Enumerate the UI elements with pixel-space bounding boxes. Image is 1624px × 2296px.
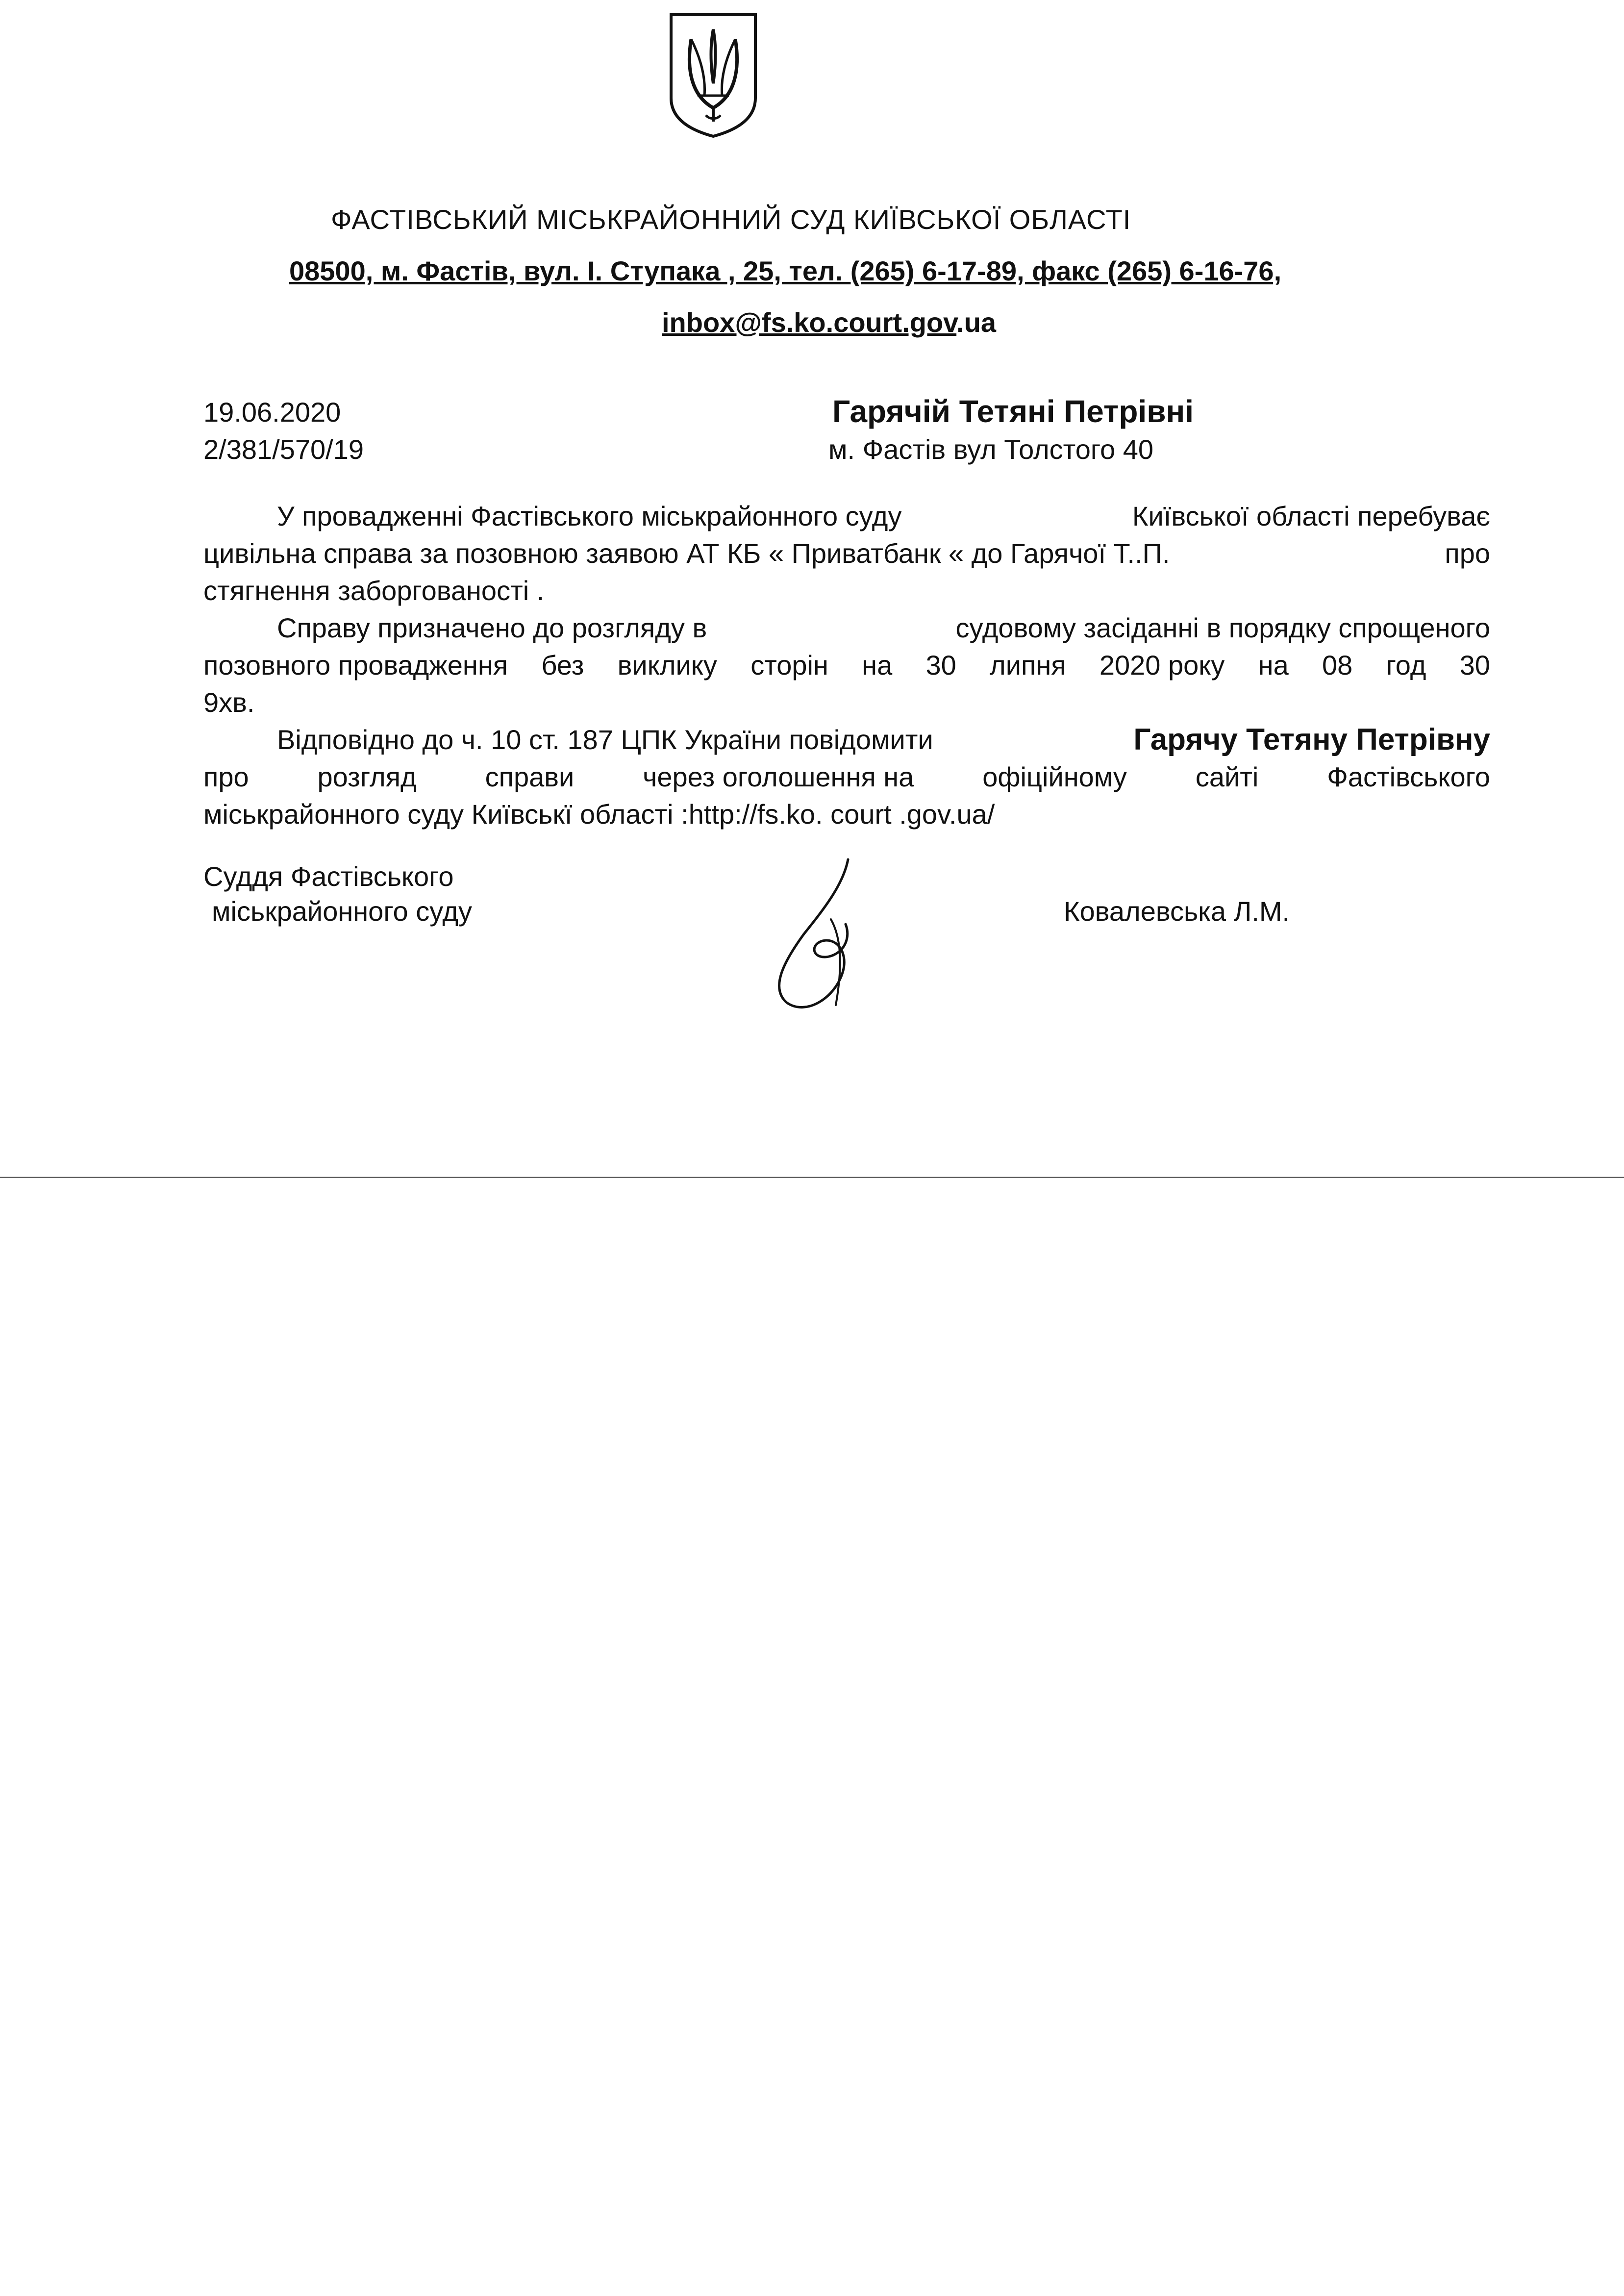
body-line — [203, 721, 1490, 758]
text-fragment: 30 — [1459, 650, 1490, 681]
body-line — [203, 758, 1490, 796]
judge-position-line1: Суддя Фастівського — [203, 861, 454, 892]
text-fragment: про — [203, 761, 249, 792]
recipient-address: м. Фастів вул Толстого 40 — [828, 434, 1154, 465]
text-fragment: год — [1386, 650, 1426, 681]
body-line — [203, 684, 1490, 721]
court-email — [662, 306, 996, 338]
body-line — [203, 535, 1490, 572]
case-number: 2/381/570/19 — [203, 434, 364, 465]
handwritten-signature — [750, 856, 873, 1012]
defendant-name: Гарячу Тетяну Петрівну — [1133, 723, 1490, 757]
court-email-link: inbox@fs.ko.court.gov — [662, 307, 957, 338]
text-fragment: через оголошення на — [643, 761, 914, 792]
text-fragment: липня — [990, 650, 1066, 681]
body-line — [203, 572, 1490, 609]
letter-body — [203, 498, 1490, 833]
coat-of-arms-icon — [664, 10, 762, 140]
text-fragment: судовому засіданні в порядку спрощеного — [955, 612, 1490, 643]
text-fragment: 08 — [1322, 650, 1353, 681]
judge-name: Ковалевська Л.М. — [1064, 896, 1290, 927]
text-fragment: про — [1445, 538, 1490, 569]
text-fragment: міськрайонного суду Київськї області :http://fs.ko. court .gov.ua/ — [203, 799, 995, 830]
body-line — [203, 609, 1490, 647]
recipient-name: Гарячій Тетяні Петрівні — [832, 394, 1194, 429]
text-fragment: У провадженні Фастівського міськрайонного суду — [277, 501, 902, 531]
text-fragment: без — [541, 650, 584, 681]
text-fragment: 2020 року — [1099, 650, 1225, 681]
judge-position-line2: міськрайонного суду — [212, 896, 473, 927]
document-date: 19.06.2020 — [203, 397, 341, 428]
court-name: ФАСТІВСЬКИЙ МІСЬКРАЙОННИЙ СУД КИЇВСЬКОЇ ОБЛАСТІ — [331, 204, 1131, 235]
text-fragment: сайті — [1195, 761, 1259, 792]
text-fragment: Відповідно до ч. 10 ст. 187 ЦПК України повідомити — [277, 724, 933, 755]
text-fragment: сторін — [750, 650, 828, 681]
text-fragment: справи — [485, 761, 575, 792]
text-fragment: Фастівського — [1327, 761, 1490, 792]
body-line — [203, 647, 1490, 684]
text-fragment: стягнення заборгованості . — [203, 575, 545, 606]
text-fragment: позовного провадження — [203, 650, 508, 681]
body-line — [203, 796, 1490, 833]
text-fragment: виклику — [617, 650, 717, 681]
court-email-suffix: .ua — [956, 307, 997, 338]
text-fragment: 30 — [925, 650, 956, 681]
text-fragment: офіційному — [982, 761, 1127, 792]
page-divider — [0, 1177, 1624, 1178]
text-fragment: 9хв. — [203, 687, 255, 718]
body-line — [203, 498, 1490, 535]
text-fragment: цивільна справа за позовною заявою АТ КБ « Приватбанк « до Гарячої Т..П. — [203, 538, 1170, 569]
text-fragment: Київської області перебуває — [1132, 501, 1490, 531]
text-fragment: розгляд — [317, 761, 417, 792]
text-fragment: на — [1258, 650, 1289, 681]
text-fragment: на — [862, 650, 893, 681]
court-address: 08500, м. Фастів, вул. І. Ступака , 25, тел. (265) 6-17-89, факс (265) 6-16-76, — [289, 255, 1282, 286]
text-fragment: Справу призначено до розгляду в — [277, 612, 707, 643]
